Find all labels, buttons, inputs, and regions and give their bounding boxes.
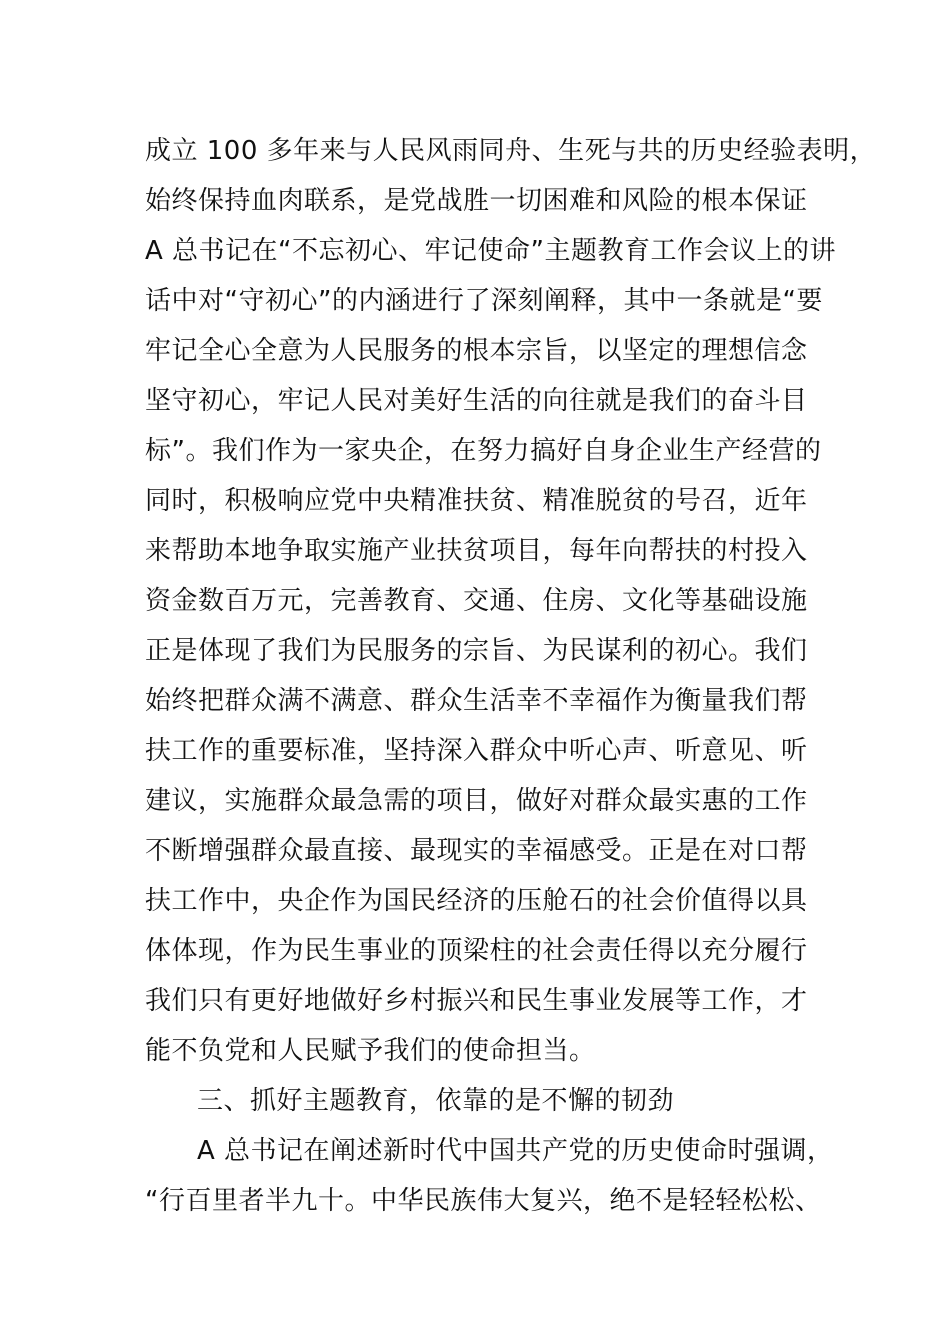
- text-line: 坚守初心，牢记人民对美好生活的向往就是我们的奋斗目: [145, 386, 808, 416]
- text-line: 成立 100 多年来与人民风雨同舟、生死与共的历史经验表明，: [145, 136, 877, 166]
- text-line: 扶工作中，央企作为国民经济的压舱石的社会价值得以具: [145, 886, 808, 916]
- text-line: 不断增强群众最直接、最现实的幸福感受。正是在对口帮: [145, 836, 808, 866]
- text-line: 体体现，作为民生事业的顶梁柱的社会责任得以充分履行: [145, 936, 808, 966]
- text-line: 始终把群众满不满意、群众生活幸不幸福作为衡量我们帮: [145, 686, 808, 716]
- text-line: “行百里者半九十。中华民族伟大复兴，绝不是轻轻松松、: [145, 1186, 822, 1216]
- text-line: 同时，积极响应党中央精准扶贫、精准脱贫的号召，近年: [145, 486, 808, 516]
- text-line: 能不负党和人民赋予我们的使命担当。: [145, 1036, 596, 1066]
- section-heading: 三、抓好主题教育，依靠的是不懈的韧劲: [197, 1086, 675, 1116]
- text-line: 正是体现了我们为民服务的宗旨、为民谋利的初心。我们: [145, 636, 808, 666]
- body-text: [145, 126, 877, 1226]
- text-line: 牢记全心全意为人民服务的根本宗旨，以坚定的理想信念: [145, 336, 808, 366]
- text-line: 话中对“守初心”的内涵进行了深刻阐释，其中一条就是“要: [145, 286, 823, 316]
- text-line: 来帮助本地争取实施产业扶贫项目，每年向帮扶的村投入: [145, 536, 808, 566]
- text-line: 标”。我们作为一家央企，在努力搞好自身企业生产经营的: [145, 436, 822, 466]
- text-line: 建议，实施群众最急需的项目，做好对群众最实惠的工作: [145, 786, 808, 816]
- text-line: A 总书记在阐述新时代中国共产党的历史使命时强调，: [197, 1136, 834, 1166]
- text-line: 资金数百万元，完善教育、交通、住房、文化等基础设施: [145, 586, 808, 616]
- text-line: A 总书记在“不忘初心、牢记使命”主题教育工作会议上的讲: [145, 236, 836, 266]
- text-line: 扶工作的重要标准，坚持深入群众中听心声、听意见、听: [145, 736, 808, 766]
- text-line: 始终保持血肉联系，是党战胜一切困难和风险的根本保证: [145, 186, 808, 216]
- text-line: 我们只有更好地做好乡村振兴和民生事业发展等工作，才: [145, 986, 808, 1016]
